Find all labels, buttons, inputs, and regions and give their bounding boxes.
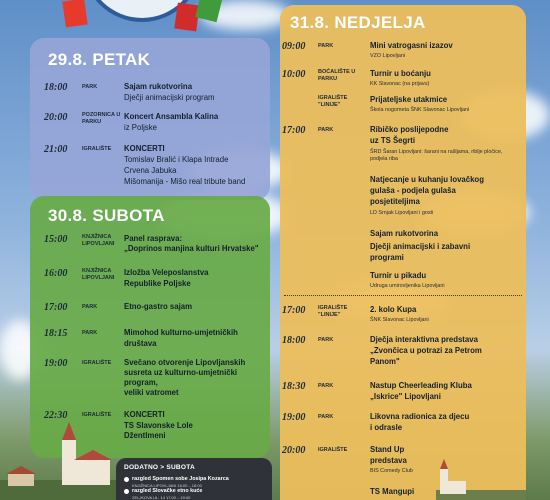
event-title: programi [370,253,404,262]
extras-item-label: razgled Spomen sobe Josipa Kozarca [132,476,229,482]
event-title: Koncert Ansambla Kalina [124,112,219,121]
event-title: Sajam rukotvorina [124,82,193,91]
event-line: Republike Poljske [124,279,191,288]
event-title: „Zvončica u potrazi za Petrom [370,346,482,355]
event-line: veliki vatromet [124,388,179,397]
event-title: posjetiteljima [370,197,420,206]
event-title: predstava [370,456,407,465]
event-line: TS Slavonske Lole [124,421,193,430]
event-title: uz TS Šegrti [370,136,416,145]
extras-item [124,488,264,495]
event-time: 18:15 [44,328,68,339]
event-title: 2. kolo Kupa [370,305,417,314]
event-time: 10:00 [282,69,306,80]
event-title: Izložba Veleposlanstva [124,268,209,277]
event-location: POZORNICA U PARKU [82,112,121,125]
event-location: IGRALIŠTE [82,146,112,152]
event-sub: Škola nogometa ŠNK Slavonac Lipovljani [370,107,470,113]
extras-title: DODATNO > SUBOTA [124,464,195,471]
event-time: 18:00 [44,82,68,93]
event-location: KNJIŽNICA LIPOVLJANI [82,268,115,281]
event-time: 18:00 [282,335,306,346]
event-location: IGRALIŠTE [82,412,112,418]
event-location: IGRALIŠTE [318,447,348,453]
event-title: Svečano otvorenje Lipovljanskih [124,358,246,367]
event-location: PARK [318,127,334,133]
bullet-icon [124,489,129,494]
event-line: Tomislav Bralić i Klapa Intrade [124,155,229,164]
extras-item [124,476,264,483]
event-sub: ŠRD Šaran Lipovljani: šarani na rašljama, riblje pločice, podjela riba [370,149,503,162]
extras-item-label: razgled Slovačke etno kuće [132,488,203,494]
friday-title: 29.8. PETAK [48,50,151,69]
event-time: 17:00 [44,302,68,313]
sunday-panel [280,5,526,500]
event-title: i odrasle [370,423,403,432]
event-title: Mimohod kulturno-umjetničkih [124,328,238,337]
event-location: IGRALIŠTE [82,360,112,366]
event-location: PARK [318,414,334,420]
event-line: iz Poljske [124,123,157,132]
church-illustration [0,420,120,500]
event-location: PARK [82,304,98,310]
event-location: PARK [82,84,98,90]
bullet-icon [124,477,129,482]
event-sub: VZO Lipovljani [370,53,406,59]
event-sub: Udruga umirovljenika Lipovljani [370,283,445,289]
event-title: KONCERTI [124,410,165,419]
event-line: susreta uz kulturno-umjetnički [124,368,238,377]
event-line: Džentlmeni [124,431,166,440]
event-time: 09:00 [282,41,306,52]
event-title: „Iskrice" Lipovljani [370,392,441,401]
event-sub: KK Slavonac (na prijavu) [370,81,430,87]
event-sub: LD Srnjak Lipovljani i gosti [370,210,434,216]
sunday-title: 31.8. NEDJELJA [290,13,426,32]
event-time: 19:00 [282,412,306,423]
extras-item-sub: KNJIŽNICA LIPOVLJANI 16:00 – 18:00 [132,483,202,488]
event-title: Natjecanje u kuhanju lovačkog [370,175,484,184]
event-location: IGRALIŠTE "LINIJE" [318,95,348,108]
event-title: Etno-gastro sajam [124,302,193,311]
saturday-panel [30,196,270,458]
event-location: IGRALIŠTE "LINIJE" [318,305,348,318]
saturday-title: 30.8. SUBOTA [48,206,165,225]
event-time: 15:00 [44,234,68,245]
event-location: PARK [318,337,334,343]
event-time: 16:00 [44,268,68,279]
event-time: 19:00 [44,358,68,369]
event-title: Stand Up [370,445,405,454]
event-title: gulaša - podjela gulaša [370,186,456,195]
event-time: 21:00 [44,144,68,155]
event-title: Dječji animacijski i zabavni [370,242,471,251]
event-line: program, [124,378,158,387]
event-time: 20:00 [44,112,68,123]
extras-item-sub: ZELJKOVA UL. 14 17:00 – 19:00 [132,495,191,500]
event-title: Mini vatrogasni izazov [370,41,453,50]
event-title: Turnir u pikadu [370,271,427,280]
divider [284,295,522,296]
church-illustration [436,457,526,500]
event-location: BOĆALIŠTE U PARKU [318,69,356,82]
event-title: Likovna radionica za djecu [370,412,470,421]
event-title: Prijateljske utakmice [370,95,448,104]
event-sub: ŠNK Slavonac Lipovljani [370,317,429,323]
event-time: 22:30 [44,410,68,421]
event-sub: BIS Comedy Club [370,468,413,474]
event-time: 18:30 [282,381,306,392]
event-time: 17:00 [282,125,306,136]
event-line: Crvena Jabuka [124,166,177,175]
event-location: PARK [82,330,98,336]
event-line: Dječji animacijski program [124,93,215,102]
event-location: PARK [318,43,334,49]
event-title: Ribičko poslijepodne [370,125,449,134]
event-line: društava [124,339,157,348]
event-title: Nastup Cheerleading Kluba [370,381,472,390]
event-title: Sajam rukotvorina [370,229,439,238]
event-location: KNJIŽNICA LIPOVLJANI [82,234,115,247]
event-title: KONCERTI [124,144,165,153]
event-title: Turnir u boćanju [370,69,431,78]
extras-box [116,458,272,500]
event-time: 17:00 [282,305,306,316]
event-location: PARK [318,383,334,389]
event-title: Panel rasprava: [124,234,183,243]
friday-panel [30,38,270,200]
event-title: Dječja interaktivna predstava [370,335,478,344]
event-line: „Doprinos manjina kulturi Hrvatske" [124,244,259,253]
event-title: Panom" [370,357,400,366]
event-time: 20:00 [282,445,306,456]
logo-square [62,0,87,27]
event-line: Mišomanija - Mišo real tribute band [124,177,246,186]
event-title: TS Mangupi [370,487,415,496]
